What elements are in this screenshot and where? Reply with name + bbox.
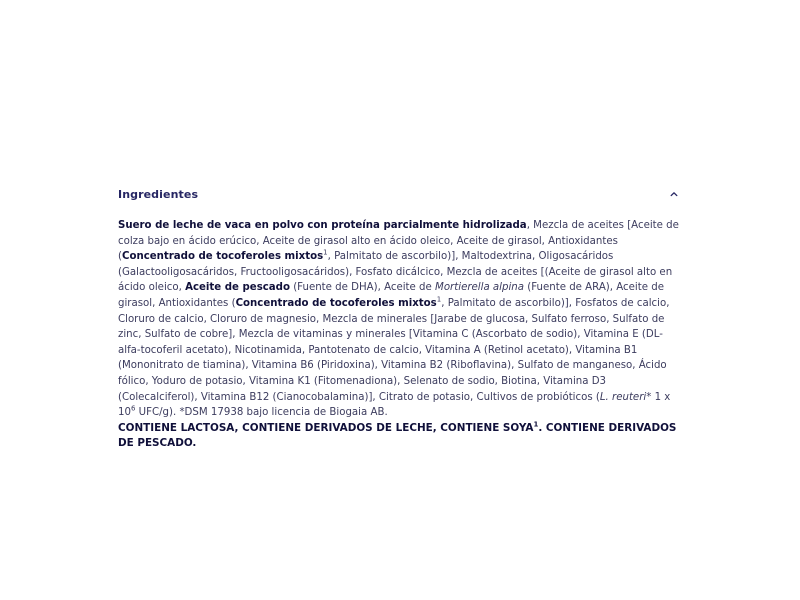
exponent: 6 [130,404,136,413]
ingredients-accordion [118,184,681,452]
allergen-warning: CONTIENE LACTOSA, CONTIENE DERIVADOS DE LECHE, CONTIENE SOYA$^1$. CONTIENE DERIVADOS DE PESCADO. [118,420,677,450]
accordion-content [118,218,681,452]
accordion-title: Ingredientes [118,187,199,201]
ingredient-main: Suero de leche de vaca en polvo con proteína parcialmente hidrolizada [118,220,527,231]
accordion-header[interactable] [118,184,681,204]
footnote-marker: 1 [436,295,442,304]
footnote-marker: 1 [323,248,328,257]
footnote-marker: 1 [533,420,539,429]
chevron-up-icon[interactable] [669,189,679,199]
ingredients-text: Suero de leche de vaca en polvo con proteína parcialmente hidrolizada, Mezcla de aceites [Aceite de colza bajo en ácido erúcico, Aceite de girasol alto en ácido oleico, Aceite de girasol, Antioxidantes (Concentrado de tocoferoles mixtos$^1$, Palmitato de ascorbilo)], Maltodextrina, Oligosacáridos (Galactooligosacáridos, Fructooligosacáridos), Fosfato dicálcico, Mezcla de aceites [(Aceite de girasol alto en ácido oleico, Aceite de pescado (Fuente de DHA), Aceite de Mortierella alpina (Fuente de ARA), Aceite de girasol, Antioxidantes (Concentrado de tocoferoles mixtos$^1$, Palmitato de ascorbilo)], Fosfatos de calcio, Cloruro de calcio, Cloruro de magnesio, Mezcla de minerales [Jarabe de glucosa, Sulfato ferroso, Sulfato de zinc, Sulfato de cobre], Mezcla de vitaminas y minerales [Vitamina C (Ascorbato de sodio), Vitamina E (DL-alfa-tocoferil acetato), Nicotinamida, Pantotenato de calcio, Vitamina A (Retinol acetato), Vitamina B1 (Mononitrato de tiamina), Vitamina B6 (Piridoxina), Vitamina B2 (Riboflavina), Sulfato de manganeso, Ácido fólico, Yoduro de potasio, Vitamina K1 (Fitomenadiona), Selenato de sodio, Biotina, Vitamina D3 (Colecalciferol), Vitamina B12 (Cianocobalamina)], Citrato de potasio, Cultivos de probióticos (L. reuteri* 1 x $10^6$ UFC/g). *DSM 17938 bajo licencia de Biogaia AB. [118,220,679,419]
